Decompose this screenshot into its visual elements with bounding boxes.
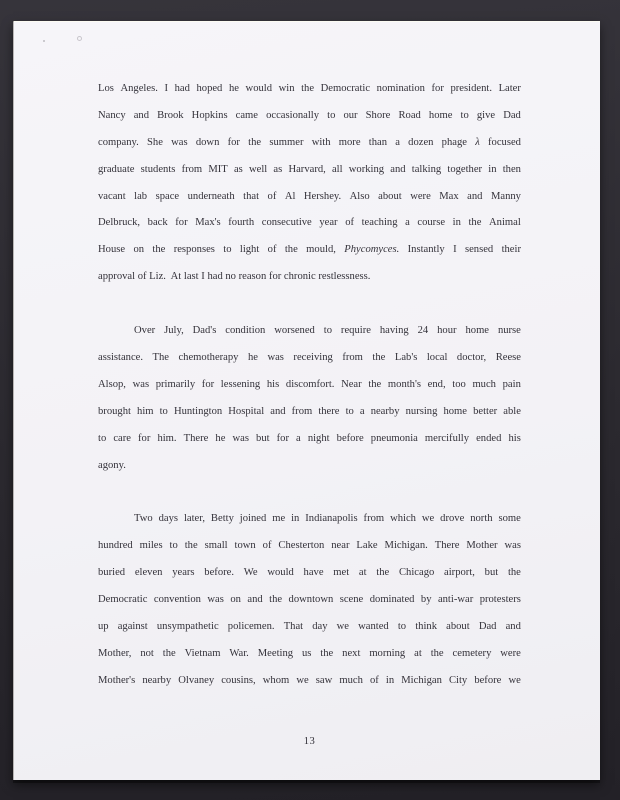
word: House: [98, 244, 126, 256]
word: dominated: [369, 594, 415, 606]
word: and: [505, 621, 521, 633]
word: I: [164, 83, 168, 94]
word: he: [228, 83, 239, 94]
word: working: [348, 163, 385, 175]
word: worsened: [274, 325, 315, 337]
text-line: [98, 426, 521, 453]
word: brought: [98, 405, 131, 417]
word: λ: [475, 136, 480, 148]
word: Michigan.: [384, 540, 428, 552]
word: nearby: [370, 405, 400, 417]
word: Dad: [503, 109, 521, 121]
word: for: [201, 378, 215, 390]
word: chemotherapy: [178, 352, 239, 364]
word: Road: [398, 109, 421, 121]
word: of: [267, 244, 277, 256]
word: Chicago: [398, 567, 435, 579]
word: require: [340, 325, 371, 337]
word: MIT: [208, 163, 228, 175]
word: Chesterton: [278, 540, 325, 552]
text-line: [98, 372, 521, 399]
word: for: [138, 432, 151, 444]
word: month's: [387, 378, 422, 390]
word: from: [363, 513, 385, 525]
word: There: [434, 540, 460, 552]
word: sensed: [464, 244, 494, 256]
word: Democratic: [98, 594, 148, 606]
word: a: [395, 136, 400, 148]
word: think: [415, 621, 438, 633]
word: hoped: [196, 83, 223, 94]
word: Phycomyces.: [344, 244, 400, 256]
word: and: [467, 190, 483, 202]
text-line: [98, 399, 521, 426]
word: graduate: [98, 163, 135, 175]
word: all: [331, 163, 343, 175]
word: up: [98, 621, 109, 633]
word: mould,: [306, 244, 336, 256]
word: Alsop,: [98, 378, 126, 390]
word: Brook: [157, 109, 184, 121]
word: to: [460, 109, 469, 121]
word: in: [291, 513, 300, 525]
word: lessening: [220, 378, 261, 390]
word: at: [358, 567, 367, 579]
word: Hospital: [228, 405, 265, 417]
word: Harvard,: [288, 163, 326, 175]
text-line: [98, 210, 521, 237]
word: than: [368, 136, 388, 148]
word: some: [498, 513, 521, 525]
word: Lab's: [394, 352, 418, 364]
word: well: [248, 163, 268, 175]
word: dozen: [408, 136, 434, 148]
word: to: [223, 244, 232, 256]
word: the: [248, 136, 262, 148]
text-line: [98, 318, 521, 345]
word: downtown: [288, 594, 334, 606]
word: a: [296, 432, 301, 444]
word: July,: [164, 325, 184, 337]
word: too: [452, 378, 466, 390]
word: was: [232, 432, 249, 444]
word: there: [318, 405, 340, 417]
word: near: [331, 540, 350, 552]
word: of: [267, 190, 277, 202]
word: end,: [427, 378, 446, 390]
word: ended: [476, 432, 502, 444]
word: of: [345, 217, 355, 229]
word: before: [474, 674, 502, 686]
word: Shore: [365, 109, 391, 121]
word: talking: [411, 163, 442, 175]
word: the: [320, 647, 334, 659]
word: Max: [439, 190, 459, 202]
word: against: [117, 621, 148, 633]
word: was: [504, 540, 521, 552]
text-line: [98, 184, 521, 211]
word: before.: [204, 567, 234, 579]
text-line: [98, 506, 521, 533]
word: summer: [269, 136, 304, 148]
word: to: [345, 405, 354, 417]
word: for: [276, 432, 289, 444]
word: his: [266, 378, 280, 390]
word: his: [508, 432, 521, 444]
word: in: [488, 163, 497, 175]
word: students: [140, 163, 176, 175]
word: in: [385, 674, 395, 686]
word: next: [342, 647, 361, 659]
word: on: [230, 594, 241, 606]
word: from: [291, 405, 313, 417]
word: the: [507, 567, 521, 579]
word: would: [267, 567, 294, 579]
word: for: [175, 217, 188, 229]
word: their: [501, 244, 521, 256]
text-segment: approval of Liz. At last I had no reason for chronic restlessness.: [98, 271, 371, 283]
word: we: [421, 513, 435, 525]
word: Mother's: [98, 674, 136, 686]
word: Manny: [490, 190, 521, 202]
word: but: [484, 567, 499, 579]
word: Max's: [195, 217, 221, 229]
word: The: [152, 352, 169, 364]
word: Hopkins: [191, 109, 228, 121]
word: vacant: [98, 190, 126, 202]
word: as: [273, 163, 283, 175]
text-line: [98, 614, 521, 641]
word: We: [243, 567, 258, 579]
text-line: [98, 76, 521, 103]
word: and: [270, 405, 286, 417]
text-line: [98, 345, 521, 372]
word: care: [113, 432, 131, 444]
word: about: [378, 190, 402, 202]
word: Betty: [210, 513, 234, 525]
word: buried: [98, 567, 126, 579]
word: for: [227, 136, 240, 148]
word: occasionally: [266, 109, 320, 121]
word: course: [417, 217, 446, 229]
word: he: [247, 352, 258, 364]
word: small: [204, 540, 228, 552]
word: before: [336, 432, 364, 444]
word: the: [269, 594, 283, 606]
word: give: [476, 109, 496, 121]
word: a: [405, 217, 410, 229]
word: underneath: [187, 190, 235, 202]
word: hundred: [98, 540, 133, 552]
word: receiving: [293, 352, 333, 364]
word: from: [342, 352, 363, 364]
word: Delbruck,: [98, 217, 141, 229]
word: the: [162, 647, 176, 659]
word: but: [256, 432, 270, 444]
word: condition: [225, 325, 266, 337]
word: anti-war: [437, 594, 474, 606]
word: later,: [183, 513, 205, 525]
word: space: [155, 190, 180, 202]
text-line: [98, 587, 521, 614]
word: pneumonia: [370, 432, 418, 444]
word: the: [152, 244, 166, 256]
word: Over: [134, 325, 156, 337]
word: of: [370, 674, 379, 686]
word: primarily: [155, 378, 196, 390]
word: lab: [134, 190, 148, 202]
word: doctor,: [456, 352, 487, 364]
word: City: [448, 674, 468, 686]
word: together: [447, 163, 483, 175]
paper-speck: [43, 40, 45, 42]
word: hour: [437, 325, 457, 337]
text-line: [98, 668, 521, 695]
word: Olvaney: [178, 674, 215, 686]
word: we: [296, 674, 309, 686]
word: more: [338, 136, 361, 148]
word: convention: [153, 594, 201, 606]
text-line: [98, 157, 521, 184]
text-line: [98, 641, 521, 668]
word: and: [390, 163, 406, 175]
word: saw: [315, 674, 333, 686]
word: that: [243, 190, 260, 202]
word: and: [247, 594, 263, 606]
word: as: [233, 163, 243, 175]
word: consecutive: [261, 217, 312, 229]
word: local: [426, 352, 448, 364]
word: we: [336, 621, 350, 633]
word: Democratic: [320, 83, 371, 94]
word: joined: [239, 513, 267, 525]
word: phage: [441, 136, 467, 148]
paper-speck: [77, 36, 82, 41]
word: She: [147, 136, 163, 148]
word: fourth: [228, 217, 255, 229]
word: home: [428, 109, 453, 121]
word: us: [301, 647, 312, 659]
word: scene: [339, 594, 364, 606]
word: president.: [450, 83, 492, 94]
word: were: [500, 647, 521, 659]
word: Hershey.: [303, 190, 342, 202]
word: the: [376, 567, 390, 579]
word: him: [137, 405, 154, 417]
word: nomination: [376, 83, 425, 94]
word: a: [359, 405, 365, 417]
text-segment: agony.: [98, 459, 126, 471]
word: with: [311, 136, 331, 148]
word: on: [133, 244, 145, 256]
word: had: [174, 83, 190, 94]
page-number: 13: [303, 735, 316, 747]
word: the: [372, 352, 386, 364]
word: whom: [262, 674, 290, 686]
word: War.: [229, 647, 249, 659]
word: then: [502, 163, 521, 175]
word: Animal: [489, 217, 521, 229]
word: for: [431, 83, 444, 94]
word: Michigan: [401, 674, 442, 686]
word: the: [430, 647, 444, 659]
word: I: [453, 244, 457, 256]
word: day: [312, 621, 328, 633]
word: pain: [502, 378, 521, 390]
word: light: [239, 244, 260, 256]
word: morning: [369, 647, 406, 659]
word: There: [183, 432, 209, 444]
word: him.: [157, 432, 177, 444]
word: discomfort.: [285, 378, 335, 390]
word: focused: [488, 136, 521, 148]
word: drove: [440, 513, 465, 525]
word: of: [262, 540, 272, 552]
word: were: [410, 190, 431, 202]
word: he: [215, 432, 226, 444]
word: better: [473, 405, 498, 417]
word: nurse: [497, 325, 521, 337]
word: Near: [341, 378, 362, 390]
word: back: [147, 217, 168, 229]
word: the: [284, 244, 298, 256]
word: eleven: [134, 567, 163, 579]
word: Instantly: [407, 244, 445, 256]
word: wanted: [358, 621, 389, 633]
word: town: [234, 540, 256, 552]
word: Huntington: [173, 405, 223, 417]
word: which: [390, 513, 416, 525]
word: Two: [134, 513, 153, 525]
word: down: [195, 136, 220, 148]
word: by: [420, 594, 432, 606]
word: and: [133, 109, 150, 121]
word: the: [184, 540, 198, 552]
word: Los: [98, 83, 114, 94]
word: Vietnam: [184, 647, 221, 659]
word: home: [465, 325, 490, 337]
word: Angeles.: [120, 83, 158, 94]
word: Dad's: [192, 325, 217, 337]
word: cousins,: [221, 674, 256, 686]
word: much: [472, 378, 496, 390]
word: Indianapolis: [305, 513, 358, 525]
word: years: [172, 567, 195, 579]
word: airport,: [444, 567, 475, 579]
word: Nancy: [98, 109, 126, 121]
paragraph: [98, 506, 521, 694]
text-line: [98, 533, 521, 560]
word: nursing: [405, 405, 438, 417]
word: having: [379, 325, 409, 337]
paragraph: [98, 318, 521, 479]
word: to: [159, 405, 168, 417]
text-line: [98, 264, 521, 291]
word: much: [339, 674, 363, 686]
word: Reese: [495, 352, 521, 364]
word: was: [207, 594, 224, 606]
text-line: [98, 237, 521, 264]
word: Meeting: [257, 647, 294, 659]
word: home: [443, 405, 467, 417]
word: win: [278, 83, 295, 94]
scanned-page: [13, 21, 600, 780]
word: Mother: [466, 540, 498, 552]
word: responses: [173, 244, 215, 256]
word: protesters: [479, 594, 521, 606]
word: we: [508, 674, 521, 686]
word: came: [235, 109, 259, 121]
word: Lake: [356, 540, 378, 552]
word: from: [181, 163, 203, 175]
word: to: [98, 432, 107, 444]
word: to: [323, 325, 332, 337]
word: Al: [284, 190, 296, 202]
word: at: [414, 647, 422, 659]
word: would: [245, 83, 273, 94]
word: teaching: [361, 217, 398, 229]
word: Later: [498, 83, 521, 94]
word: miles: [139, 540, 163, 552]
word: the: [301, 83, 315, 94]
word: 24: [417, 325, 429, 337]
word: nearby: [142, 674, 172, 686]
word: company.: [98, 136, 139, 148]
word: in: [452, 217, 461, 229]
text-line: [98, 453, 521, 480]
word: cemetery: [452, 647, 492, 659]
paragraph: [98, 76, 521, 291]
text-block: [98, 76, 521, 756]
word: unsympathetic: [156, 621, 219, 633]
word: mercifully: [424, 432, 470, 444]
word: not: [140, 647, 154, 659]
word: days: [158, 513, 179, 525]
word: policemen.: [227, 621, 275, 633]
word: year: [319, 217, 338, 229]
word: to: [169, 540, 178, 552]
word: north: [470, 513, 493, 525]
word: Dad: [478, 621, 497, 633]
word: about: [446, 621, 470, 633]
word: have: [303, 567, 324, 579]
word: the: [368, 378, 382, 390]
word: was: [171, 136, 188, 148]
word: Mother,: [98, 647, 132, 659]
word: assistance.: [98, 352, 144, 364]
word: me: [272, 513, 286, 525]
word: our: [343, 109, 358, 121]
word: Also: [349, 190, 370, 202]
word: to: [327, 109, 336, 121]
word: That: [283, 621, 304, 633]
word: to: [397, 621, 407, 633]
word: able: [503, 405, 521, 417]
text-line: [98, 103, 521, 130]
word: was: [132, 378, 150, 390]
text-line: [98, 130, 521, 157]
word: was: [267, 352, 284, 364]
word: met: [333, 567, 350, 579]
text-line: [98, 560, 521, 587]
word: night: [307, 432, 330, 444]
word: the: [468, 217, 482, 229]
